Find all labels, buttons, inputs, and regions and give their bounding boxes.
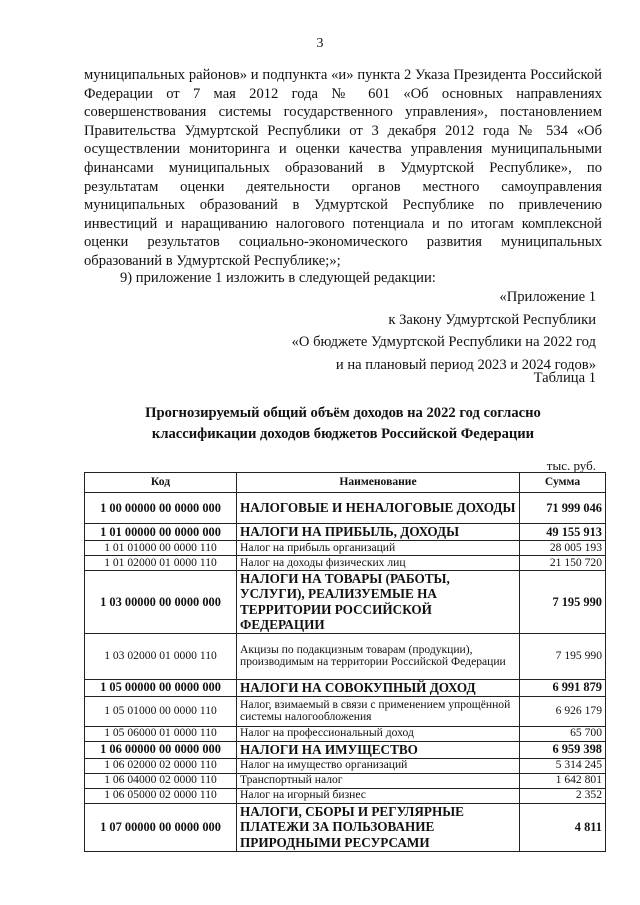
row-amount: 5 314 245 (520, 758, 606, 773)
appendix-line-2: к Закону Удмуртской Республики (388, 311, 596, 328)
table-row (85, 541, 606, 556)
row-amount: 49 155 913 (520, 524, 606, 541)
appendix-line-4: и на плановый период 2023 и 2024 годов» (335, 356, 596, 373)
table-row (85, 493, 606, 524)
units-label: тыс. руб. (546, 458, 596, 473)
title-line-2: классификации доходов бюджетов Российской Федерации (151, 426, 535, 442)
row-name: Налог на прибыль организаций (237, 541, 520, 556)
row-name: НАЛОГИ, СБОРЫ И РЕГУЛЯРНЫЕ ПЛАТЕЖИ ЗА ПОЛЬЗОВАНИЕ ПРИРОДНЫМИ РЕСУРСАМИ (237, 803, 520, 851)
table-row (85, 773, 606, 788)
table-label: Таблица 1 (533, 370, 596, 386)
row-name: НАЛОГИ НА ПРИБЫЛЬ, ДОХОДЫ (237, 524, 520, 541)
row-code: 1 01 00000 00 0000 000 (85, 524, 237, 541)
table-row (85, 726, 606, 741)
row-code: 1 07 00000 00 0000 000 (85, 803, 237, 851)
header-code: Код (85, 473, 237, 493)
row-amount: 21 150 720 (520, 556, 606, 571)
table-row (85, 741, 606, 758)
row-name: Налог на профессиональный доход (237, 726, 520, 741)
row-name: Налог на доходы физических лиц (237, 556, 520, 571)
row-name: НАЛОГОВЫЕ И НЕНАЛОГОВЫЕ ДОХОДЫ (237, 493, 520, 524)
row-amount: 1 642 801 (520, 773, 606, 788)
appendix-line-3: «О бюджете Удмуртской Республики на 2022 год (291, 334, 596, 350)
revenue-table (84, 472, 606, 852)
page-number: 3 (316, 36, 324, 51)
table-title (84, 403, 602, 445)
table-row (85, 556, 606, 571)
row-code: 1 05 06000 01 0000 110 (85, 726, 237, 741)
row-amount: 71 999 046 (520, 493, 606, 524)
row-code: 1 00 00000 00 0000 000 (85, 493, 237, 524)
row-code: 1 01 01000 00 0000 110 (85, 541, 237, 556)
row-code: 1 03 02000 01 0000 110 (85, 633, 237, 679)
row-amount: 7 195 990 (520, 633, 606, 679)
row-amount: 28 005 193 (520, 541, 606, 556)
table-row (85, 788, 606, 803)
row-amount: 4 811 (520, 803, 606, 851)
appendix-heading (292, 286, 596, 376)
table-row (85, 571, 606, 634)
row-amount: 6 959 398 (520, 741, 606, 758)
table-row (85, 758, 606, 773)
row-code: 1 06 05000 02 0000 110 (85, 788, 237, 803)
row-name: НАЛОГИ НА ТОВАРЫ (РАБОТЫ, УСЛУГИ), РЕАЛИЗУЕМЫЕ НА ТЕРРИТОРИИ РОССИЙСКОЙ ФЕДЕРАЦИИ (237, 571, 520, 634)
row-code: 1 05 01000 00 0000 110 (85, 696, 237, 726)
table-row (85, 696, 606, 726)
body-paragraph: муниципальных районов» и подпункта «и» пункта 2 Указа Президента Российской Федерации от 7 мая 2012 года № 601 «Об основных направлениях совершенствования системы государственного управления», постановлением Правительства Удмуртской Республики от 3 декабря 2012 года № 534 «Об осуществлении мониторинга и оценки качества управления муниципальными финансами муниципальных образований в Удмуртской Республике», по результатам оценки деятельности органов местного самоуправления муниципальных образований в Удмуртской Республике по привлечению инвестиций и наращиванию налогового потенциала и по итогам комплексной оценки результатов социально-экономического развития муниципальных образований в Удмуртской Республике;»; (84, 67, 602, 269)
row-name: НАЛОГИ НА ИМУЩЕСТВО (237, 741, 520, 758)
row-code: 1 06 00000 00 0000 000 (85, 741, 237, 758)
row-amount: 6 926 179 (520, 696, 606, 726)
table-header-row (85, 473, 606, 493)
row-amount: 65 700 (520, 726, 606, 741)
row-name: НАЛОГИ НА СОВОКУПНЫЙ ДОХОД (237, 679, 520, 696)
row-code: 1 06 02000 02 0000 110 (85, 758, 237, 773)
row-code: 1 06 04000 02 0000 110 (85, 773, 237, 788)
row-name: Транспортный налог (237, 773, 520, 788)
row-amount: 6 991 879 (520, 679, 606, 696)
row-name: Налог на имущество организаций (237, 758, 520, 773)
row-name: Налог на игорный бизнес (237, 788, 520, 803)
header-amount: Сумма (520, 473, 606, 493)
table-row (85, 679, 606, 696)
row-name: Акцизы по подакцизным товарам (продукции), производимым на территории Российской Федерации (237, 633, 520, 679)
appendix-line-1: «Приложение 1 (499, 289, 596, 305)
row-amount: 2 352 (520, 788, 606, 803)
table-row (85, 524, 606, 541)
row-name: Налог, взимаемый в связи с применением упрощённой системы налогообложения (237, 696, 520, 726)
title-line-1: Прогнозируемый общий объём доходов на 2022 год согласно (145, 405, 541, 421)
row-code: 1 01 02000 01 0000 110 (85, 556, 237, 571)
row-amount: 7 195 990 (520, 571, 606, 634)
table-row (85, 803, 606, 851)
table-row (85, 633, 606, 679)
row-code: 1 05 00000 00 0000 000 (85, 679, 237, 696)
row-code: 1 03 00000 00 0000 000 (85, 571, 237, 634)
item-9-text: 9) приложение 1 изложить в следующей редакции: (120, 270, 436, 286)
header-name: Наименование (237, 473, 520, 493)
